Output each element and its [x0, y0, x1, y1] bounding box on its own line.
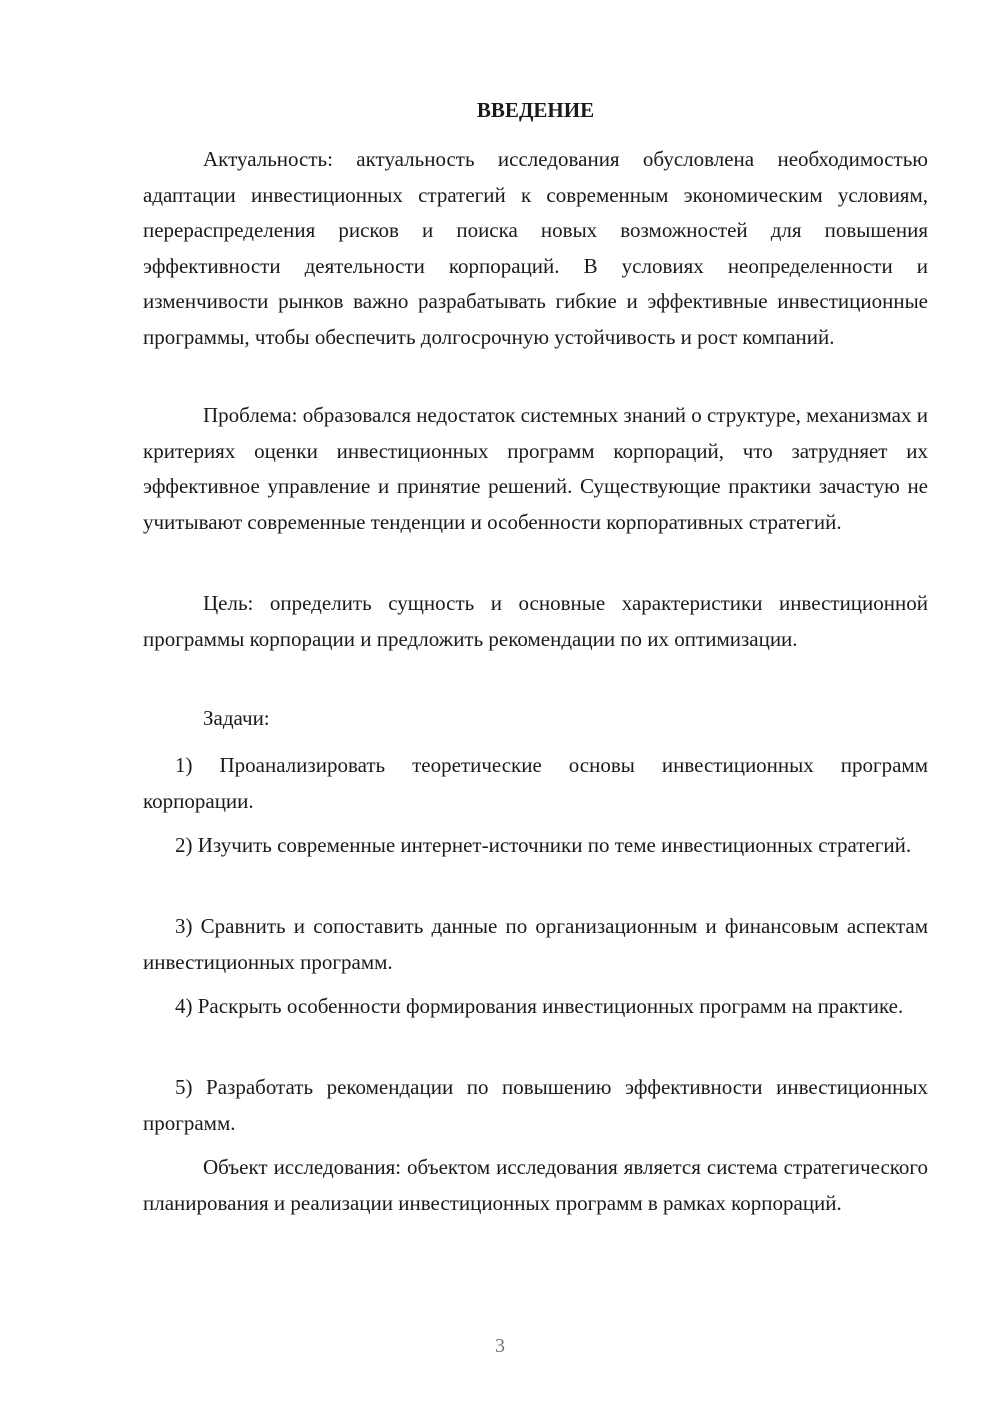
task-item-5: 5) Разработать рекомендации по повышению эффективности инвестиционных программ.	[143, 1075, 928, 1135]
task-item-4: 4) Раскрыть особенности формирования инвестиционных программ на практике.	[175, 994, 904, 1018]
task-item-1: 1) Проанализировать теоретические основы инвестиционных программ корпорации.	[143, 753, 928, 813]
relevance-paragraph: Актуальность: актуальность исследования обусловлена необходимостью адаптации инвестиционных стратегий к современным экономическим условиям, перераспределения рисков и поиска новых возможностей для повышения эффективности деятельности корпораций. В условиях неопределенности и изменчивости рынков важно разрабатывать гибкие и эффективные инвестиционные программы, чтобы обеспечить долгосрочную устойчивость и рост компаний.	[143, 147, 928, 349]
task-item-2: 2) Изучить современные интернет-источники по теме инвестиционных стратегий.	[175, 833, 912, 857]
section-heading: ВВЕДЕНИЕ	[476, 98, 595, 122]
object-paragraph: Объект исследования: объектом исследования является система стратегического планирования и реализации инвестиционных программ в рамках корпораций.	[143, 1155, 928, 1215]
goal-paragraph: Цель: определить сущность и основные характеристики инвестиционной программы корпорации и предложить рекомендации по их оптимизации.	[143, 591, 928, 651]
problem-paragraph: Проблема: образовался недостаток системных знаний о структуре, механизмах и критериях оценки инвестиционных программ корпораций, что затрудняет их эффективное управление и принятие решений. Существующие практики зачастую не учитывают современные тенденции и особенности корпоративных стратегий.	[143, 403, 928, 534]
tasks-label: Задачи:	[203, 706, 270, 730]
task-item-3: 3) Сравнить и сопоставить данные по организационным и финансовым аспектам инвестиционных программ.	[143, 914, 928, 974]
page-number: 3	[495, 1335, 505, 1357]
